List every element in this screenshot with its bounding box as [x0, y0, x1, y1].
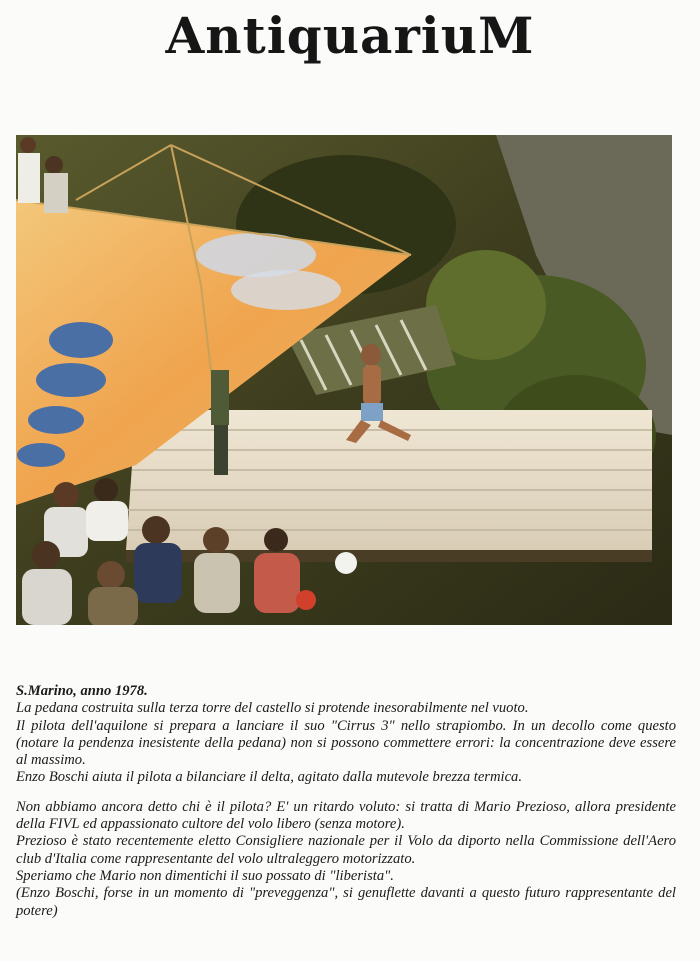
hang-glider-photo: [16, 135, 672, 625]
caption-heading: S.Marino, anno 1978.: [16, 683, 148, 699]
caption-line: Enzo Boschi aiuta il pilota a bilanciare il delta, agitato dalla mutevole brezza termica.: [16, 769, 522, 786]
caption-line: La pedana costruita sulla terza torre del castello si protende inesorabilmente nel vuoto.: [16, 700, 529, 717]
caption-line: (Enzo Boschi, forse in un momento di "preveggenza", si genuflette davanti a questo futuro rappresentante del potere): [16, 885, 676, 919]
caption-line: Non abbiamo ancora detto chi è il pilota? E' un ritardo voluto: si tratta di Mario Prezioso, allora presidente della FIVL ed appassionato cultore del volo libero (senza motore).: [16, 798, 676, 833]
page-title: AntiquariuM: [165, 6, 535, 65]
caption-line: Speriamo che Mario non dimentichi il suo possato di "liberista".: [16, 867, 394, 884]
photo-caption: [16, 683, 676, 920]
caption-line: Il pilota dell'aquilone si prepara a lanciare il suo "Cirrus 3" nello strapiombo. In un decollo come questo (notare la pendenza inesistente della pedana) non si possono commettere errori: la concentrazione deve essere al massimo.: [16, 717, 676, 769]
caption-line: Prezioso è stato recentemente eletto Consigliere nazionale per il Volo da diporto nella Commissione dell'Aero club d'Italia come rappresentante del volo ultraleggero motorizzato.: [16, 833, 676, 867]
